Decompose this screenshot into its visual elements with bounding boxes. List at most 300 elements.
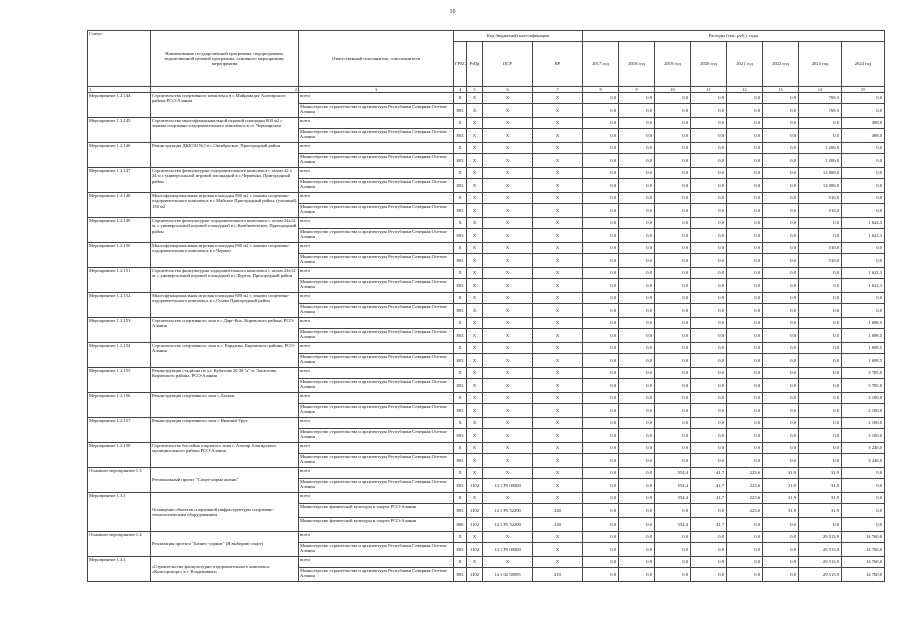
row-rzpr: Х <box>467 532 483 543</box>
row-year-value: 0,0 <box>763 129 799 143</box>
row-year-value: 0,0 <box>763 443 799 454</box>
row-year-value: 0,0 <box>583 243 619 254</box>
row-rzpr: Х <box>467 468 483 479</box>
row-vr: Х <box>533 543 583 557</box>
row-vr: Х <box>533 254 583 268</box>
row-year-value: 0,0 <box>842 168 885 179</box>
row-year-value: 0,0 <box>799 329 842 343</box>
row-csr: 14 1 P5 00000 <box>483 479 533 493</box>
row-vr: Х <box>533 304 583 318</box>
row-year-value: 0,0 <box>727 404 763 418</box>
column-index: 15 <box>842 87 885 93</box>
row-year-value: 0,0 <box>583 154 619 168</box>
row-year-value: 0,0 <box>842 193 885 204</box>
row-year-value: 0,0 <box>763 429 799 443</box>
row-vr: Х <box>533 329 583 343</box>
row-year-value: 29 513,9 <box>799 557 842 568</box>
row-rzpr: Х <box>467 318 483 329</box>
row-year-value: 0,0 <box>655 218 691 229</box>
row-year-value: 0,0 <box>619 129 655 143</box>
row-year-value: 0,0 <box>691 393 727 404</box>
row-year-value: 0,0 <box>583 557 619 568</box>
row-year-value: 0,0 <box>727 368 763 379</box>
row-year-value: 0,0 <box>583 568 619 582</box>
row-year-value: 0,0 <box>763 104 799 118</box>
row-status: Мероприятие 1.2.152 <box>88 293 151 318</box>
row-year-value: 0,0 <box>655 254 691 268</box>
row-year-value: 14 760,0 <box>842 568 885 582</box>
row-grbs: Х <box>454 493 467 504</box>
row-csr: Х <box>483 218 533 229</box>
column-index: 13 <box>763 87 799 93</box>
row-grbs: 803 <box>454 279 467 293</box>
row-rzpr: Х <box>467 493 483 504</box>
row-year-value: 0,0 <box>619 479 655 493</box>
row-rzpr: Х <box>467 218 483 229</box>
row-vr: Х <box>533 557 583 568</box>
row-year-value: 0,0 <box>655 293 691 304</box>
row-year-value: 0,0 <box>799 279 842 293</box>
row-rzpr: Х <box>467 368 483 379</box>
row-year-value: 0,0 <box>583 168 619 179</box>
row-year-value: 0,0 <box>655 229 691 243</box>
row-rzpr: Х <box>467 229 483 243</box>
row-rzpr: Х <box>467 379 483 393</box>
table-row <box>88 193 885 204</box>
row-year-value: 0,0 <box>763 418 799 429</box>
row-year-value: 0,0 <box>655 329 691 343</box>
row-status: Мероприятие 1.2.151 <box>88 268 151 293</box>
row-executor: Министерство строительства и архитектуры Республики Северная Осетия-Алания <box>299 304 454 318</box>
row-vr: 240 <box>533 518 583 532</box>
row-year-value: 769,3 <box>799 104 842 118</box>
row-vr: Х <box>533 379 583 393</box>
row-csr: Х <box>483 443 533 454</box>
row-year-value: 0,0 <box>619 543 655 557</box>
row-year-value: 0,0 <box>655 354 691 368</box>
row-status: Основное мероприятие 1.4 <box>88 532 151 557</box>
row-year-value: 0,0 <box>619 204 655 218</box>
row-year-value: 0,0 <box>763 204 799 218</box>
row-year-value: 0,0 <box>619 343 655 354</box>
row-year-value: 2 100,0 <box>842 393 885 404</box>
row-csr: Х <box>483 404 533 418</box>
row-year-value: 0,0 <box>727 454 763 468</box>
row-grbs: 803 <box>454 379 467 393</box>
row-csr: Х <box>483 179 533 193</box>
row-vr: Х <box>533 468 583 479</box>
row-year-value: 498,0 <box>842 118 885 129</box>
row-year-value: 0,0 <box>619 93 655 104</box>
row-vr: Х <box>533 143 583 154</box>
row-year-value: 41,7 <box>691 493 727 504</box>
row-year-value: 0,0 <box>655 268 691 279</box>
row-executor: всего <box>299 468 454 479</box>
row-year-value: 0,0 <box>583 368 619 379</box>
row-rzpr: Х <box>467 557 483 568</box>
row-year-value: 0,0 <box>727 143 763 154</box>
row-year-value: 0,0 <box>691 179 727 193</box>
row-program-name: Строительство многофункциональной игровой площадки 800 м2 с зонами спортивно-оздоровительного комплекса в ст. Черноярская <box>151 118 299 143</box>
row-year-value: 0,0 <box>763 329 799 343</box>
row-grbs: Х <box>454 243 467 254</box>
row-csr: Х <box>483 118 533 129</box>
row-year-value: 0,0 <box>727 204 763 218</box>
row-year-value: 0,0 <box>583 518 619 532</box>
row-year-value: 0,0 <box>727 168 763 179</box>
row-vr: Х <box>533 104 583 118</box>
row-vr: Х <box>533 129 583 143</box>
row-year-value: 0,0 <box>619 504 655 518</box>
row-grbs: Х <box>454 268 467 279</box>
row-program-name: Строительство спортивного зала в с. Карджин, Кировского района, РСО-Алания <box>151 343 299 368</box>
row-year-value: 0,0 <box>619 293 655 304</box>
row-executor: Министерство строительства и архитектуры Республики Северная Осетия-Алания <box>299 179 454 193</box>
row-year-value: 0,0 <box>763 154 799 168</box>
row-year-value: 0,0 <box>619 104 655 118</box>
row-year-value: 0,0 <box>655 318 691 329</box>
row-csr: Х <box>483 268 533 279</box>
row-year-value: 0,0 <box>691 557 727 568</box>
row-vr: Х <box>533 429 583 443</box>
row-rzpr: Х <box>467 154 483 168</box>
row-year-value: 0,0 <box>583 532 619 543</box>
row-rzpr: Х <box>467 429 483 443</box>
row-rzpr: Х <box>467 143 483 154</box>
row-year-value: 554,4 <box>655 493 691 504</box>
row-program-name: Реализация проекта "Бизнес-спринт" (Я выбираю спорт) <box>151 532 299 557</box>
row-year-value: 0,0 <box>691 93 727 104</box>
row-year-value: 0,0 <box>583 429 619 443</box>
row-csr: Х <box>483 104 533 118</box>
row-rzpr: Х <box>467 329 483 343</box>
row-year-value: 0,0 <box>583 418 619 429</box>
row-year-value: 0,0 <box>655 243 691 254</box>
row-year-value: 0,0 <box>583 143 619 154</box>
table-row <box>88 468 885 479</box>
row-year-value: 0,0 <box>691 368 727 379</box>
row-year-value: 3 246,0 <box>842 454 885 468</box>
row-grbs: Х <box>454 443 467 454</box>
column-index: 5 <box>467 87 483 93</box>
row-year-value: 0,0 <box>655 557 691 568</box>
row-csr: Х <box>483 243 533 254</box>
row-year-value: 510,0 <box>799 254 842 268</box>
header-year-7: 2024 год <box>842 42 885 87</box>
row-vr: Х <box>533 218 583 229</box>
row-csr: Х <box>483 254 533 268</box>
row-year-value: 0,0 <box>799 418 842 429</box>
row-year-value: 14 760,0 <box>842 532 885 543</box>
header-code-3: ВР <box>533 42 583 87</box>
row-year-value: 0,0 <box>727 179 763 193</box>
row-executor: Министерство строительства и архитектуры Республики Северная Осетия-Алания <box>299 543 454 557</box>
row-year-value: 0,0 <box>619 518 655 532</box>
header-year-2: 2019 год <box>655 42 691 87</box>
row-year-value: 0,0 <box>799 443 842 454</box>
row-year-value: 223,6 <box>727 479 763 493</box>
row-year-value: 0,0 <box>842 243 885 254</box>
row-rzpr: Х <box>467 304 483 318</box>
row-executor: Министерство строительства и архитектуры Республики Северная Осетия-Алания <box>299 229 454 243</box>
row-year-value: 0,0 <box>655 543 691 557</box>
row-year-value: 0,0 <box>619 393 655 404</box>
header-executor: Ответственный исполнитель, соисполнители <box>299 31 454 87</box>
row-year-value: 0,0 <box>619 279 655 293</box>
row-csr: Х <box>483 93 533 104</box>
row-grbs: 803 <box>454 179 467 193</box>
row-csr: Х <box>483 418 533 429</box>
header-year-0: 2017 год <box>583 42 619 87</box>
row-year-value: 0,0 <box>655 393 691 404</box>
row-rzpr: Х <box>467 93 483 104</box>
row-status: Мероприятие 1.2.156 <box>88 393 151 418</box>
row-executor: Министерство строительства и архитектуры Республики Северная Осетия-Алания <box>299 354 454 368</box>
row-grbs: 803 <box>454 429 467 443</box>
row-year-value: 0,0 <box>763 532 799 543</box>
row-executor: всего <box>299 393 454 404</box>
row-year-value: 0,0 <box>727 279 763 293</box>
row-year-value: 0,0 <box>763 254 799 268</box>
row-year-value: 0,0 <box>763 318 799 329</box>
row-vr: Х <box>533 343 583 354</box>
row-year-value: 1 622,3 <box>842 218 885 229</box>
row-grbs: Х <box>454 557 467 568</box>
row-year-value: 0,0 <box>619 243 655 254</box>
row-year-value: 0,0 <box>763 143 799 154</box>
row-grbs: Х <box>454 368 467 379</box>
column-index: 1 <box>88 87 151 93</box>
header-expenses: Расходы (тыс. руб.), годы <box>583 31 885 42</box>
row-year-value: 0,0 <box>842 468 885 479</box>
row-year-value: 0,0 <box>727 129 763 143</box>
row-year-value: 0,0 <box>727 104 763 118</box>
row-year-value: 31,9 <box>763 504 799 518</box>
row-year-value: 0,0 <box>655 532 691 543</box>
row-year-value: 0,0 <box>583 179 619 193</box>
row-csr: Х <box>483 368 533 379</box>
row-year-value: 5 785,0 <box>842 368 885 379</box>
table-row <box>88 532 885 543</box>
row-year-value: 0,0 <box>727 268 763 279</box>
row-year-value: 769,3 <box>799 93 842 104</box>
row-year-value: 510,0 <box>799 204 842 218</box>
row-rzpr: Х <box>467 104 483 118</box>
row-program-name: Строительство физкультурно-оздоровительного комплекса с залом 24х12 м. с универсальной игровой площадкой в с.Камбилеевское, Пригородный район <box>151 218 299 243</box>
row-executor: Министерство строительства и архитектуры Республики Северная Осетия-Алания <box>299 568 454 582</box>
row-grbs: 806 <box>454 518 467 532</box>
row-csr: 14 1 02 58095 <box>483 568 533 582</box>
row-year-value: 0,0 <box>763 168 799 179</box>
header-year-1: 2018 год <box>619 42 655 87</box>
row-year-value: 0,0 <box>583 268 619 279</box>
row-year-value: 0,0 <box>727 193 763 204</box>
table-row <box>88 118 885 129</box>
row-status: Мероприятие 1.2.158 <box>88 443 151 468</box>
row-year-value: 0,0 <box>727 118 763 129</box>
row-year-value: 0,0 <box>842 204 885 218</box>
row-executor: всего <box>299 193 454 204</box>
header-year-4: 2021 год <box>727 42 763 87</box>
row-year-value: 41,7 <box>691 479 727 493</box>
row-year-value: 554,4 <box>655 479 691 493</box>
table-row <box>88 143 885 154</box>
row-year-value: 0,0 <box>619 532 655 543</box>
row-rzpr: Х <box>467 354 483 368</box>
row-year-value: 0,0 <box>842 154 885 168</box>
row-year-value: 0,0 <box>619 468 655 479</box>
row-rzpr: Х <box>467 168 483 179</box>
row-year-value: 0,0 <box>763 404 799 418</box>
row-year-value: 0,0 <box>763 218 799 229</box>
row-year-value: 0,0 <box>842 293 885 304</box>
row-year-value: 510,0 <box>799 243 842 254</box>
row-year-value: 0,0 <box>799 318 842 329</box>
row-program-name: Реконструкция ДЮСШ №3 в с.Октябрьское, Пригородный район <box>151 143 299 168</box>
table-row <box>88 218 885 229</box>
row-executor: всего <box>299 243 454 254</box>
row-year-value: 1 200,0 <box>799 154 842 168</box>
row-year-value: 0,0 <box>691 343 727 354</box>
row-csr: Х <box>483 168 533 179</box>
row-year-value: 0,0 <box>583 504 619 518</box>
row-executor: всего <box>299 143 454 154</box>
row-program-name: Оснащение объектов спортивной инфраструктуры спортивно-технологическим оборудованием <box>151 493 299 532</box>
row-vr: Х <box>533 404 583 418</box>
row-vr: Х <box>533 204 583 218</box>
row-year-value: 0,0 <box>583 229 619 243</box>
row-executor: Министерство строительства и архитектуры Республики Северная Осетия-Алания <box>299 154 454 168</box>
row-rzpr: 1102 <box>467 568 483 582</box>
row-executor: всего <box>299 418 454 429</box>
row-year-value: 0,0 <box>691 193 727 204</box>
row-year-value: 0,0 <box>799 343 842 354</box>
column-index: 12 <box>727 87 763 93</box>
row-executor: всего <box>299 443 454 454</box>
row-year-value: 0,0 <box>583 393 619 404</box>
header-code-1: РзПр <box>467 42 483 87</box>
row-year-value: 0,0 <box>763 179 799 193</box>
row-rzpr: Х <box>467 343 483 354</box>
row-year-value: 0,0 <box>655 204 691 218</box>
row-year-value: 0,0 <box>691 243 727 254</box>
row-executor: всего <box>299 557 454 568</box>
row-vr: Х <box>533 418 583 429</box>
row-executor: Министерство строительства и архитектуры Республики Северная Осетия-Алания <box>299 379 454 393</box>
row-executor: всего <box>299 532 454 543</box>
row-rzpr: Х <box>467 118 483 129</box>
row-grbs: Х <box>454 118 467 129</box>
row-year-value: 0,0 <box>583 218 619 229</box>
row-rzpr: Х <box>467 129 483 143</box>
row-year-value: 0,0 <box>583 479 619 493</box>
row-status: Мероприятие 1.2.144 <box>88 93 151 118</box>
row-year-value: 0,0 <box>583 454 619 468</box>
row-year-value: 0,0 <box>583 379 619 393</box>
row-grbs: Х <box>454 293 467 304</box>
row-year-value: 0,0 <box>799 229 842 243</box>
table-row <box>88 418 885 429</box>
row-year-value: 0,0 <box>583 468 619 479</box>
row-year-value: 0,0 <box>583 104 619 118</box>
row-year-value: 0,0 <box>583 193 619 204</box>
row-year-value: 0,0 <box>691 454 727 468</box>
column-index: 8 <box>583 87 619 93</box>
row-executor: всего <box>299 118 454 129</box>
row-year-value: 0,0 <box>727 379 763 393</box>
row-year-value: 0,0 <box>691 329 727 343</box>
row-year-value: 0,0 <box>842 93 885 104</box>
row-grbs: 803 <box>454 543 467 557</box>
header-budget-code: Код бюджетной классификации <box>454 31 583 42</box>
row-year-value: 223,6 <box>727 493 763 504</box>
row-year-value: 0,0 <box>655 129 691 143</box>
row-vr: Х <box>533 443 583 454</box>
row-year-value: 31,9 <box>763 493 799 504</box>
row-year-value: 0,0 <box>763 193 799 204</box>
row-program-name: «Строительство физкультурно-оздоровительного комплекса «Комсорспорт» в г. Владикавказ» <box>151 557 299 582</box>
row-year-value: 41,7 <box>691 518 727 532</box>
row-year-value: 31,9 <box>763 468 799 479</box>
row-vr: Х <box>533 493 583 504</box>
row-csr: Х <box>483 393 533 404</box>
row-year-value: 0,0 <box>619 454 655 468</box>
row-year-value: 0,0 <box>763 93 799 104</box>
row-year-value: 0,0 <box>691 304 727 318</box>
row-vr: 240 <box>533 504 583 518</box>
row-csr: Х <box>483 329 533 343</box>
row-grbs: 803 <box>454 329 467 343</box>
row-year-value: 0,0 <box>842 254 885 268</box>
row-csr: Х <box>483 493 533 504</box>
row-year-value: 0,0 <box>727 218 763 229</box>
row-year-value: 0,0 <box>619 154 655 168</box>
row-status: Мероприятие 1.4.1 <box>88 557 151 582</box>
row-year-value: 14 760,0 <box>842 543 885 557</box>
row-year-value: 0,0 <box>842 143 885 154</box>
row-status: Мероприятие 1.2.155 <box>88 368 151 393</box>
row-year-value: 0,0 <box>727 518 763 532</box>
row-rzpr: Х <box>467 418 483 429</box>
row-year-value: 0,0 <box>691 168 727 179</box>
row-year-value: 41,7 <box>691 468 727 479</box>
row-executor: Министерство строительства и архитектуры Республики Северная Осетия-Алания <box>299 204 454 218</box>
row-rzpr: Х <box>467 254 483 268</box>
row-executor: Министерство строительства и архитектуры Республики Северная Осетия-Алания <box>299 454 454 468</box>
row-year-value: 0,0 <box>763 518 799 532</box>
row-year-value: 0,0 <box>655 104 691 118</box>
row-program-name: Реконструкция стадиона по ул. Кубалова 26 38 "а" в. Эльхотово, Кировского района, РСО-Алания <box>151 368 299 393</box>
row-grbs: 803 <box>454 129 467 143</box>
row-status: Мероприятие 1.2.154 <box>88 343 151 368</box>
row-year-value: 0,0 <box>583 93 619 104</box>
row-year-value: 0,0 <box>583 343 619 354</box>
row-year-value: 0,0 <box>763 343 799 354</box>
row-csr: Х <box>483 429 533 443</box>
row-vr: Х <box>533 179 583 193</box>
row-year-value: 0,0 <box>691 418 727 429</box>
row-vr: Х <box>533 354 583 368</box>
row-year-value: 0,0 <box>583 304 619 318</box>
row-csr: Х <box>483 532 533 543</box>
row-year-value: 0,0 <box>763 543 799 557</box>
row-year-value: 0,0 <box>842 179 885 193</box>
row-grbs: 803 <box>454 304 467 318</box>
row-grbs: 803 <box>454 354 467 368</box>
row-status: Мероприятие 1.2.153 <box>88 318 151 343</box>
row-year-value: 0,0 <box>763 118 799 129</box>
row-executor: Министерство физической культуры и спорта РСО-Алания <box>299 504 454 518</box>
